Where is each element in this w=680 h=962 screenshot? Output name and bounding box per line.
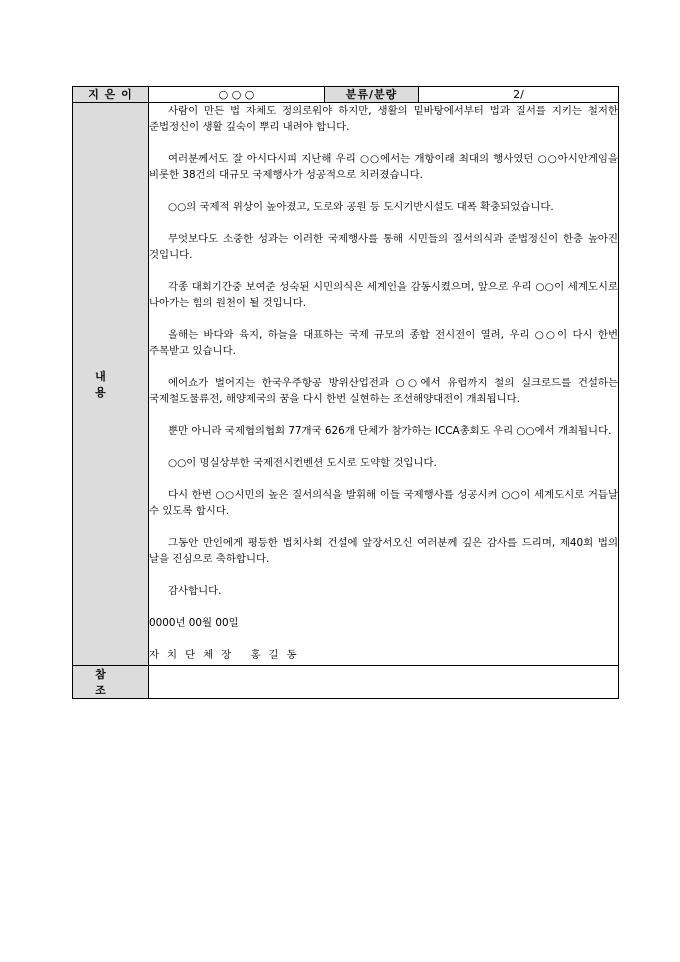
author-label: 지 은 이 bbox=[73, 87, 149, 103]
content-body bbox=[149, 103, 619, 666]
content-label: 내 용 bbox=[73, 103, 149, 666]
category-label: 분류/분량 bbox=[325, 87, 419, 103]
author-value: ○ ○ ○ bbox=[149, 87, 325, 103]
signature: 자치단체장 홍길동 bbox=[149, 649, 305, 661]
date: 0000년 00월 00일 bbox=[149, 617, 239, 629]
paragraph-6: 올해는 바다와 육지, 하늘을 대표하는 국제 규모의 종합 전시전이 열려, 우리 ○○이 다시 한번 주목받고 있습니다. bbox=[149, 329, 618, 357]
paragraph-4: 무엇보다도 소중한 성과는 이러한 국제행사를 통해 시민들의 질서의식과 준법정신이 한층 높아진 것입니다. bbox=[149, 233, 618, 261]
paragraph-3: ○○의 국제적 위상이 높아졌고, 도로와 공원 등 도시기반시설도 대폭 확충되었습니다. bbox=[168, 201, 554, 213]
reference-value bbox=[149, 666, 619, 699]
paragraph-12: 감사합니다. bbox=[168, 585, 222, 597]
header-row bbox=[73, 87, 619, 103]
paragraph-9: ○○이 명실상부한 국제전시컨벤션 도시로 도약할 것입니다. bbox=[168, 457, 437, 469]
reference-label: 참 조 bbox=[73, 666, 149, 699]
paragraph-1: 사람이 만든 법 자체도 정의로워야 하지만, 생활의 밑바탕에서부터 법과 질서를 지키는 철저한 준법정신이 생활 깊숙이 뿌리 내려야 합니다. bbox=[149, 105, 618, 133]
paragraph-5: 각종 대회기간중 보여준 성숙된 시민의식은 세계인을 감동시켰으며, 앞으로 우리 ○○이 세계도시로 나아가는 힘의 원천이 될 것입니다. bbox=[149, 281, 618, 309]
paragraph-11: 그동안 만인에게 평등한 법치사회 건설에 앞장서오신 여러분께 깊은 감사를 드리며, 제40회 법의 날을 진심으로 축하합니다. bbox=[149, 537, 618, 565]
paragraph-10: 다시 한번 ○○시민의 높은 질서의식을 발휘해 이들 국제행사를 성공시켜 ○○이 세계도시로 거듭날 수 있도록 합시다. bbox=[149, 489, 618, 517]
paragraph-2: 여러분께서도 잘 아시다시피 지난해 우리 ○○에서는 개항이래 최대의 행사였던 ○○아시안게임을 비롯한 38건의 대규모 국제행사가 성공적으로 치러졌습니다. bbox=[149, 153, 618, 181]
reference-row bbox=[73, 666, 619, 699]
paragraph-8: 뿐만 아니라 국제협의협회 77개국 626개 단체가 참가하는 ICCA총회도 우리 ○○에서 개최됩니다. bbox=[168, 425, 612, 437]
category-value: 2/ bbox=[419, 87, 619, 103]
paragraph-7: 에어쇼가 벌어지는 한국우주항공 방위산업전과 ○○에서 유럽까지 철의 실크로드를 건설하는 국제철도물류전, 해양제국의 꿈을 다시 한번 실현하는 조선해양대전이 개최됩니다. bbox=[149, 377, 618, 405]
speech-form-table bbox=[72, 86, 619, 699]
content-row bbox=[73, 103, 619, 666]
